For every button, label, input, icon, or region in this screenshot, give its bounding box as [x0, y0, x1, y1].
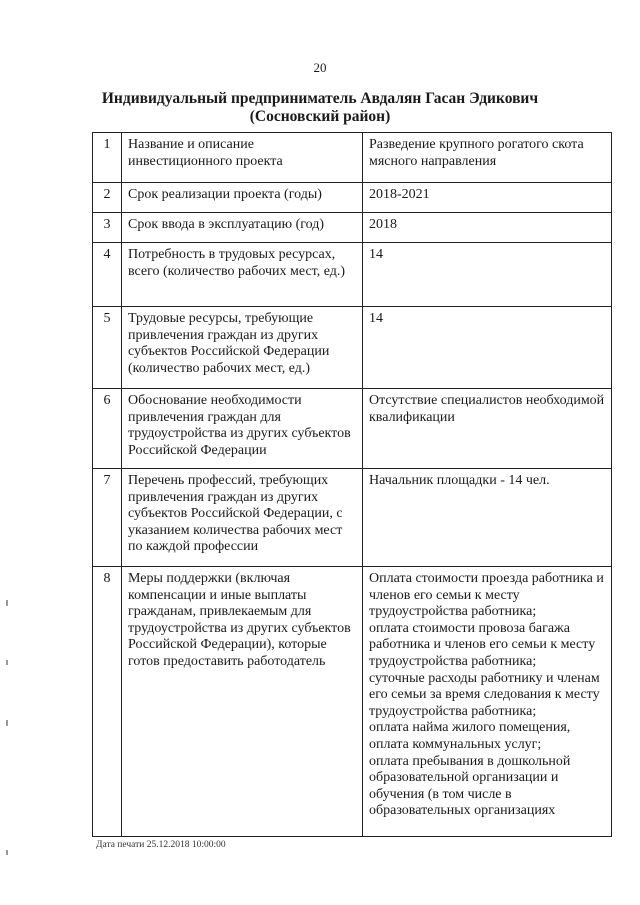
row-number: 6	[93, 389, 122, 469]
table-row	[93, 133, 612, 183]
row-number: 2	[93, 183, 122, 213]
row-label: Потребность в трудовых ресурсах, всего (количество рабочих мест, ед.)	[122, 243, 363, 307]
row-number: 3	[93, 213, 122, 243]
row-number: 4	[93, 243, 122, 307]
row-value: 2018-2021	[363, 183, 612, 213]
row-value: Разведение крупного рогатого скота мясного направления	[363, 133, 612, 183]
row-value: Начальник площадки - 14 чел.	[363, 469, 612, 567]
row-value: Отсутствие специалистов необходимой квалификации	[363, 389, 612, 469]
project-table	[92, 132, 612, 837]
row-number: 1	[93, 133, 122, 183]
row-label: Название и описание инвестиционного проекта	[122, 133, 363, 183]
support-measure-line: оплата найма жилого помещения,	[369, 720, 571, 736]
row-number: 8	[93, 567, 122, 837]
row-number: 7	[93, 469, 122, 567]
row-label: Срок ввода в эксплуатацию (год)	[122, 213, 363, 243]
document-title	[0, 90, 640, 126]
support-measure-line: оплата пребывания в дошкольной образовательной организации и обучения (в том числе в образовательных организациях	[369, 753, 571, 819]
row-value: 14	[363, 243, 612, 307]
row-value: 14	[363, 307, 612, 389]
row-label: Обоснование необходимости привлечения граждан для трудоустройства из других субъектов Российской Федерации	[122, 389, 363, 469]
table-row	[93, 213, 612, 243]
support-measure-line: суточные расходы работнику и членам его семьи за время следования к месту трудоустройства работника;	[369, 670, 600, 719]
scan-margin-mark	[6, 720, 8, 726]
scan-margin-mark	[6, 850, 8, 855]
scan-margin-mark	[6, 600, 8, 606]
row-label: Срок реализации проекта (годы)	[122, 183, 363, 213]
row-label: Трудовые ресурсы, требующие привлечения граждан из других субъектов Российской Федерации (количество рабочих мест, ед.)	[122, 307, 363, 389]
scan-margin-mark	[6, 660, 8, 665]
page-number: 20	[313, 60, 327, 75]
table-row	[93, 307, 612, 389]
row-label: Меры поддержки (включая компенсации и иные выплаты гражданам, привлекаемым для трудоустройства из других субъектов Российской Федерации), которые готов предоставить работодатель	[122, 567, 363, 837]
row-value: 2018	[363, 213, 612, 243]
table-row	[93, 469, 612, 567]
support-measure-line: оплата стоимости провоза багажа работника и членов его семьи к месту трудоустройства работника;	[369, 620, 596, 669]
table-row	[93, 243, 612, 307]
row-value	[363, 567, 612, 837]
title-line-1: Индивидуальный предприниматель Авдалян Гасан Эдикович	[101, 90, 539, 107]
support-measure-line: Оплата стоимости проезда работника и членов его семьи к месту трудоустройства работника;	[369, 571, 604, 620]
table-row	[93, 389, 612, 469]
title-line-2: (Сосновский район)	[249, 108, 391, 125]
table-row	[93, 567, 612, 837]
support-measure-line: оплата коммунальных услуг;	[369, 736, 542, 752]
row-label: Перечень профессий, требующих привлечения граждан из других субъектов Российской Федерации, с указанием количества рабочих мест по каждой профессии	[122, 469, 363, 567]
table-row	[93, 183, 612, 213]
row-number: 5	[93, 307, 122, 389]
print-date: Дата печати 25.12.2018 10:00:00	[96, 840, 226, 850]
